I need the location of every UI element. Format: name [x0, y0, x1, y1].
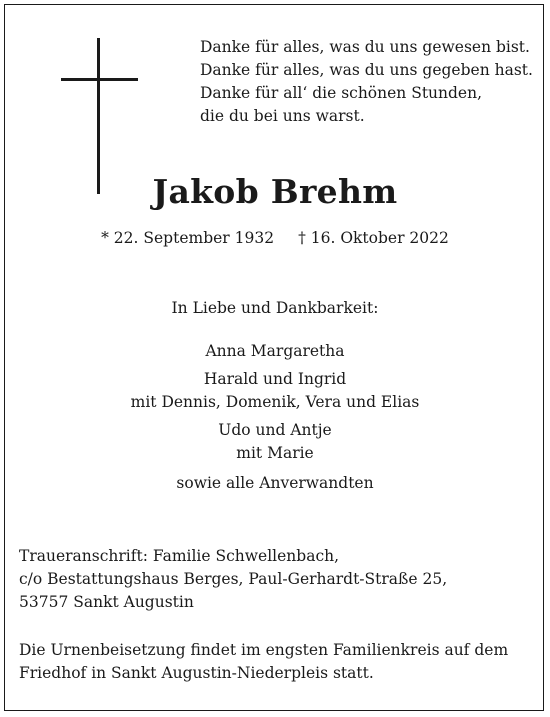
cross-icon-bar	[61, 78, 138, 81]
family-group	[0, 472, 550, 495]
death-date: † 16. Oktober 2022	[298, 229, 449, 247]
dedication: In Liebe und Dankbarkeit:	[171, 299, 379, 317]
address-line: Traueranschrift: Familie Schwellenbach,	[19, 547, 340, 565]
mourning-address	[19, 545, 447, 614]
family-group	[0, 419, 550, 465]
birth-date: * 22. September 1932	[101, 229, 275, 247]
family-member: Udo und Antje	[218, 421, 332, 439]
poem-line: Danke für alles, was du uns gewesen bist.	[200, 38, 530, 56]
cross-icon	[97, 38, 100, 194]
family-group	[0, 340, 550, 363]
notice-line: Friedhof in Sankt Augustin-Niederpleis statt.	[19, 664, 374, 682]
deceased-name: Jakob Brehm	[152, 172, 398, 211]
family-group	[0, 368, 550, 414]
life-dates	[0, 229, 550, 247]
family-member: Anna Margaretha	[205, 342, 345, 360]
poem	[200, 36, 533, 128]
poem-line: Danke für all‘ die schönen Stunden,	[200, 84, 483, 102]
family-member: mit Marie	[236, 444, 314, 462]
address-line: c/o Bestattungshaus Berges, Paul-Gerhardt-Straße 25,	[19, 570, 448, 588]
poem-line: die du bei uns warst.	[200, 107, 365, 125]
family-member: mit Dennis, Domenik, Vera und Elias	[130, 393, 420, 411]
notice-line: Die Urnenbeisetzung findet im engsten Familienkreis auf dem	[19, 641, 509, 659]
family-member: Harald und Ingrid	[203, 370, 347, 388]
address-line: 53757 Sankt Augustin	[19, 593, 194, 611]
burial-notice	[19, 639, 508, 685]
poem-line: Danke für alles, was du uns gegeben hast.	[200, 61, 533, 79]
family-member: sowie alle Anverwandten	[176, 474, 374, 492]
